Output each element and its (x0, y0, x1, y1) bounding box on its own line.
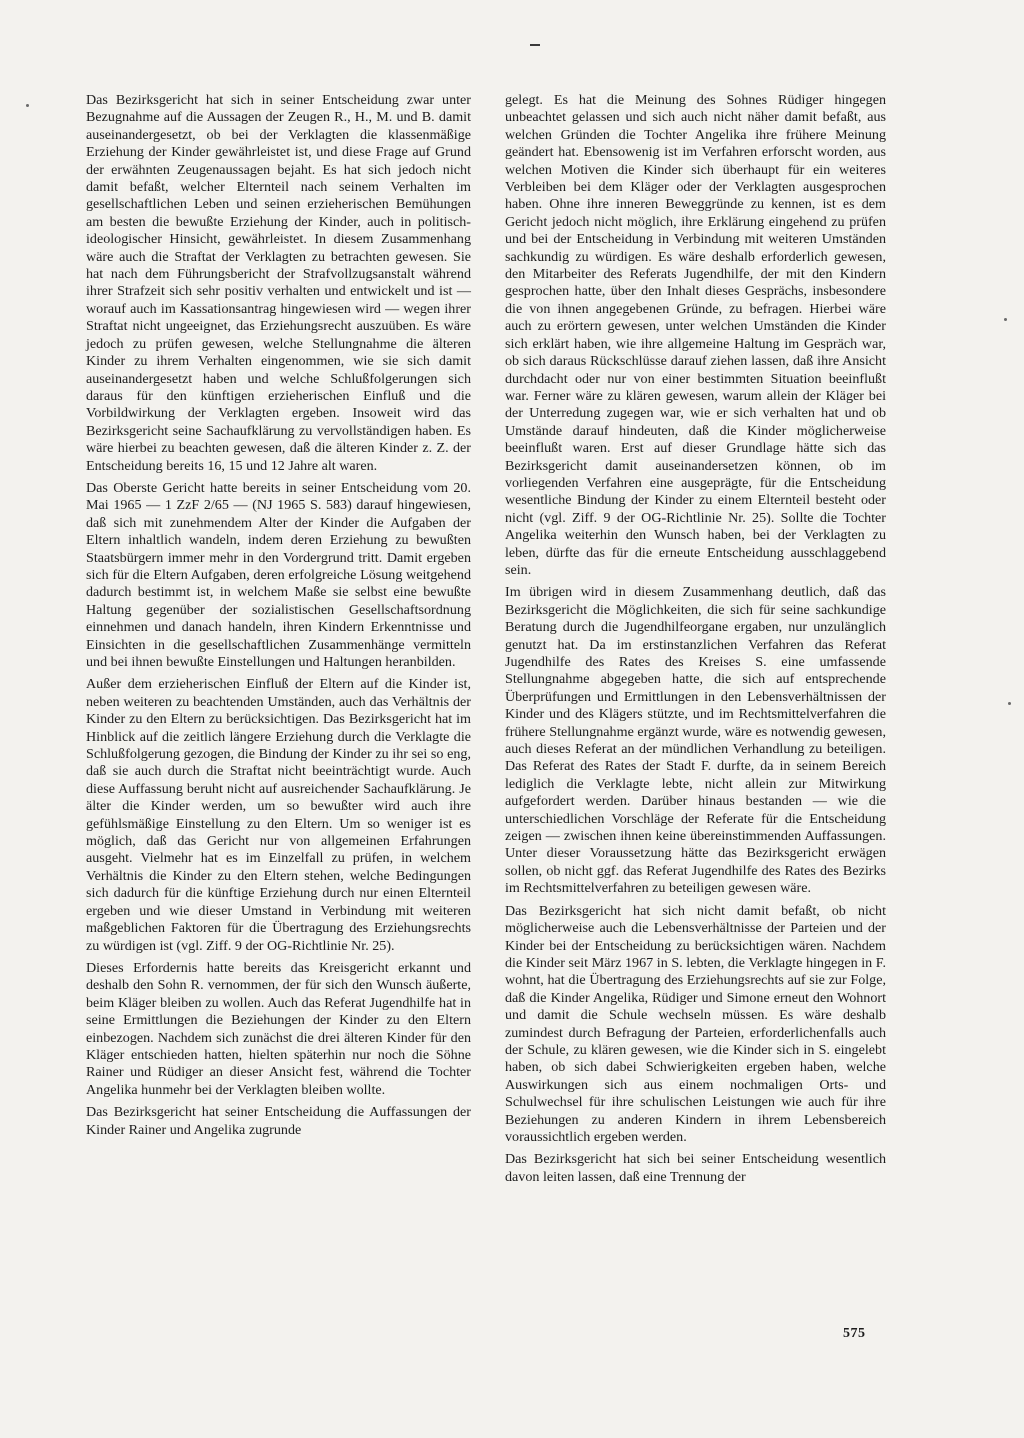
page-number: 575 (843, 1326, 866, 1341)
paragraph: Das Bezirksgericht hat sich in seiner Entscheidung zwar unter Bezugnahme auf die Aussagen der Zeugen R., H., M. und B. damit auseinandergesetzt, ob bei der Verklagten die klassenmäßige Erziehung der Kinder gewährleistet ist, und diese Frage auf Grund der erwähnten Zeugenaussagen bejaht. Es hat sich jedoch nicht damit befaßt, welcher Elternteil nach seinem Verhalten im gesellschaftlichen Leben und seinen erzieherischen Bemühungen am besten die bewußte Erziehung der Kinder, auch in politisch-ideologischer Hinsicht, gewährleistet. In diesem Zusammenhang wäre auch die Straftat der Verklagten zu betrachten gewesen. Sie hat nach dem Führungsbericht der Strafvollzugsanstalt während ihrer Strafzeit sich sehr positiv verhalten und entwickelt und ist — worauf auch im Kassationsantrag hingewiesen wird — wegen ihrer Straftat nicht ungeeignet, das Erziehungsrecht auszuüben. Es wäre jedoch zu prüfen gewesen, welche Stellungnahme die älteren Kinder zu ihrem Verhalten eingenommen, wie sie sich damit auseinandergesetzt haben und welche Schlußfolgerungen sich daraus für den künftigen erzieherischen Einfluß und die Vorbildwirkung der Verklagten ergeben. Insoweit wird das Bezirksgericht seine Sachaufklärung zu vervollständigen haben. Es wäre hierbei zu beachten gewesen, daß die älteren Kinder z. Z. der Entscheidung bereits 16, 15 und 12 Jahre alt waren. (86, 92, 471, 474)
paragraph: Das Oberste Gericht hatte bereits in seiner Entscheidung vom 20. Mai 1965 — 1 ZzF 2/65 — (NJ 1965 S. 583) darauf hingewiesen, daß sich mit zunehmendem Alter der Kinder die Aufgaben der Eltern inhaltlich wandeln, indem deren Erziehung zu bewußten Staatsbürgern immer mehr in den Vordergrund tritt. Damit ergeben sich für die Eltern Aufgaben, deren erfolgreiche Lösung weitgehend dadurch bestimmt ist, in welchem Maße sie selbst eine bewußte Haltung gegenüber der sozialistischen Gesellschaftsordnung einnehmen und danach handeln, ihren Kindern Erkenntnisse und Einsichten in die gesellschaftlichen Zusammenhänge vermitteln und bei ihnen bewußte Einstellungen und Haltungen heranbilden. (86, 479, 471, 670)
paragraph: Das Bezirksgericht hat sich bei seiner Entscheidung wesentlich davon leiten lassen, daß eine Trennung der (505, 1151, 886, 1185)
paragraph: Dieses Erfordernis hatte bereits das Kreisgericht erkannt und deshalb den Sohn R. vernommen, der für sich den Wunsch äußerte, beim Kläger bleiben zu wollen. Auch das Referat Jugendhilfe hat in seine Ermittlungen die Beziehungen der Kinder zu den Eltern einbezogen. Nachdem sich zunächst die drei älteren Kinder für den Kläger entschieden hatten, hielten späterhin nur noch die Söhne Rainer und Rüdiger an dieser Ansicht fest, während die Tochter Angelika hunmehr bei der Verklagten bleiben wollte. (86, 959, 471, 1098)
paragraph: Das Bezirksgericht hat seiner Entscheidung die Auffassungen der Kinder Rainer und Angelika zugrunde (86, 1104, 471, 1138)
paragraph: Im übrigen wird in diesem Zusammenhang deutlich, daß das Bezirksgericht die Möglichkeiten, die sich für seine sachkundige Beratung durch die Jugendhilfeorgane ergaben, nur unzulänglich genutzt hat. Da im erstinstanzlichen Verfahren das Referat Jugendhilfe des Rates des Kreises S. eine umfassende Stellungnahme abgegeben hatte, die sich auf entsprechende Überprüfungen und Ermittlungen in den Lebensverhältnissen der Kinder und des Klägers stützte, und im Rechtsmittelverfahren die frühere Stellungnahme ergänzt wurde, wäre es notwendig gewesen, auch dieses Referat an der mündlichen Verhandlung zu beteiligen. Das Referat des Rates der Stadt F. durfte, da in seinem Bereich lediglich die Verklagte lebte, nicht allein zur Mitwirkung aufgefordert werden. Darüber hinaus bestanden — wie die unterschiedlichen Vorschläge der Referate für die Entscheidung zeigen — zwischen ihnen keine übereinstimmenden Auffassungen. Unter dieser Voraussetzung hätte das Bezirksgericht erwägen sollen, ob nicht ggf. das Referat Jugendhilfe des Rates des Bezirks im Rechtsmittelverfahren zu beteiligen gewesen wäre. (505, 584, 886, 897)
paragraph: Das Bezirksgericht hat sich nicht damit befaßt, ob nicht möglicherweise auch die Lebensverhältnisse der Parteien und der Kinder bei der Entscheidung zu berücksichtigen wären. Nachdem die Kinder seit März 1967 in S. lebten, die Verklagte hingegen in F. wohnt, hat die Übertragung des Erziehungsrechts auf sie zur Folge, daß die Kinder Angelika, Rüdiger und Simone erneut den Wohnort und damit die Schule wechseln müssen. Es wäre deshalb zumindest durch Befragung der Parteien, erforderlichenfalls auch der Schule, zu klären gewesen, wie die Kinder sich in S. eingelebt haben, ob sich dabei Schwierigkeiten ergeben haben, welche Auswirkungen sich aus einem nochmaligen Orts- und Schulwechsel für ihre schulischen Leistungen wie auch für ihre Beziehungen zu anderen Kindern in ihrem Lebensbereich voraussichtlich ergeben werden. (505, 902, 886, 1145)
scan-speck (1008, 702, 1011, 705)
left-column (86, 92, 471, 1139)
right-column (505, 92, 886, 1186)
paragraph: gelegt. Es hat die Meinung des Sohnes Rüdiger hingegen unbeachtet gelassen und sich auch nicht näher damit befaßt, aus welchen Gründen die Tochter Angelika ihre frühere Meinung geändert hat. Ebensowenig ist im Verfahren erforscht worden, aus welchen Motiven die Kinder sich überhaupt für ein weiteres Verbleiben bei dem Kläger oder der Verklagten ausgesprochen haben. Ohne ihre inneren Beweggründe zu kennen, ist es dem Gericht jedoch nicht möglich, ihre Erklärung eingehend zu prüfen und bei der Entscheidung in Verbindung mit weiteren Umständen sachkundig zu würdigen. Es wäre deshalb erforderlich gewesen, den Mitarbeiter des Referats Jugendhilfe, der mit den Kindern gesprochen hatte, über den Inhalt dieses Gesprächs, insbesondere die von ihnen angegebenen Gründe, zu befragen. Hierbei wäre auch zu erörtern gewesen, unter welchen Umständen die Kinder sich erklärt haben, wie ihre allgemeine Haltung im Gespräch war, ob sich daraus Rückschlüsse darauf ziehen lassen, daß ihre Ansicht durchdacht oder nur von einer bestimmten Situation beeinflußt war. Ferner wäre zu klären gewesen, warum allein der Kläger bei der Unterredung zugegen war, wie er sich verhalten hat und ob Umstände darauf hindeuten, daß die Kinder möglicherweise beeinflußt waren. Erst auf dieser Grundlage hätte sich das Bezirksgericht damit auseinandersetzen können, ob im vorliegenden Verfahren eine ausgeprägte, für die Entscheidung wesentliche Bindung der Kinder zu einem Elternteil besteht oder nicht (vgl. Ziff. 9 der OG-Richtlinie Nr. 25). Sollte die Tochter Angelika weiterhin den Wunsch haben, bei der Verklagten zu leben, dürfte das für die erneute Entscheidung ausschlaggebend sein. (505, 92, 886, 578)
paragraph: Außer dem erzieherischen Einfluß der Eltern auf die Kinder ist, neben weiteren zu beachtenden Umständen, auch das Verhältnis der Kinder zu den Eltern zu berücksichtigen. Das Bezirksgericht hat im Hinblick auf die zeitlich längere Erziehung durch die Verklagte die Schlußfolgerung gezogen, die Bindung der Kinder zu ihr sei so eng, daß sie auch durch die Straftat nicht beeinträchtigt wurde. Auch diese Auffassung beruht nicht auf ausreichender Sachaufklärung. Je älter die Kinder werden, um so bewußter wird auch ihre gefühlsmäßige Einstellung zu den Eltern. Um so weniger ist es möglich, daß das Gericht nur von allgemeinen Erfahrungen ausgeht. Vielmehr hat es im Einzelfall zu prüfen, in welchem Verhältnis die Kinder zu den Eltern stehen, welche Bedingungen sich dadurch für die künftige Erziehung durch nur einen Elternteil ergeben und wie dieser Umstand in Verbindung mit weiteren maßgeblichen Faktoren für die Übertragung des Erziehungsrechts zu würdigen ist (vgl. Ziff. 9 der OG-Richtlinie Nr. 25). (86, 676, 471, 954)
scan-speck (26, 104, 29, 107)
scan-mark (530, 44, 540, 46)
scan-speck (1004, 318, 1007, 321)
